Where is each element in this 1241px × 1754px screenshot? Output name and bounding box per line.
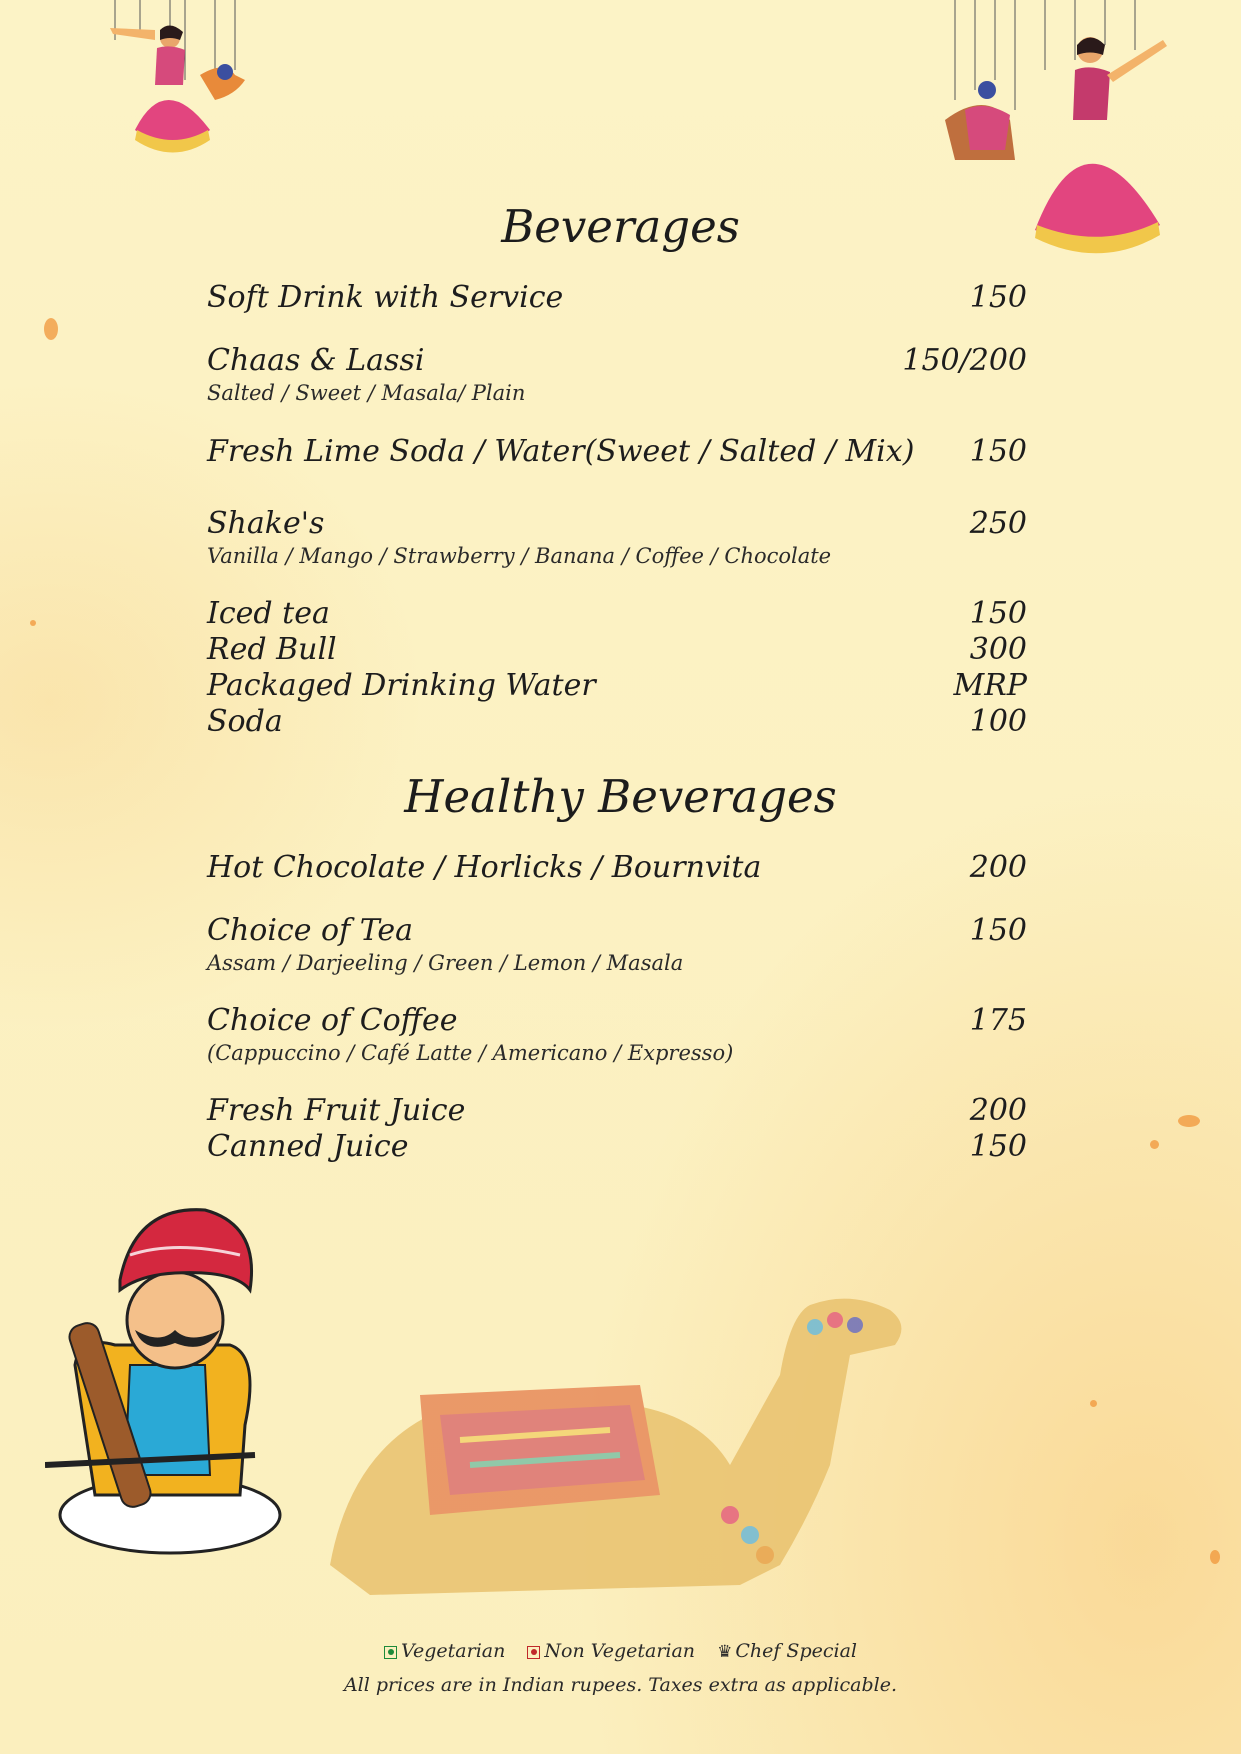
legend-veg-label: Vegetarian xyxy=(401,1640,506,1662)
section-title-healthy-beverages: Healthy Beverages xyxy=(404,770,837,823)
item-description: Vanilla / Mango / Strawberry / Banana / Coffee / Chocolate xyxy=(207,544,832,568)
item-price: 200 xyxy=(969,1093,1027,1128)
veg-icon xyxy=(384,1646,397,1659)
chef-hat-icon: ♛ xyxy=(717,1642,733,1662)
item-description: Assam / Darjeeling / Green / Lemon / Masala xyxy=(207,951,684,975)
item-name: Iced tea xyxy=(207,596,330,631)
item-name: Hot Chocolate / Horlicks / Bournvita xyxy=(207,850,762,885)
legend-nonveg xyxy=(527,1640,695,1662)
price-note: All prices are in Indian rupees. Taxes extra as applicable. xyxy=(343,1674,898,1696)
item-name: Fresh Lime Soda / Water(Sweet / Salted / Mix) xyxy=(207,434,915,469)
item-description: (Cappuccino / Café Latte / Americano / Expresso) xyxy=(207,1041,734,1065)
item-price: 150 xyxy=(969,1129,1027,1164)
item-price: 150 xyxy=(969,596,1027,631)
camel-illustration xyxy=(310,1265,930,1615)
item-description: Salted / Sweet / Masala/ Plain xyxy=(207,381,526,405)
item-name: Shake's xyxy=(207,506,325,541)
item-price: MRP xyxy=(953,668,1027,703)
spark-decoration xyxy=(1210,1550,1220,1564)
dietary-legend xyxy=(0,1640,1241,1662)
nonveg-icon xyxy=(527,1646,540,1659)
spark-decoration xyxy=(30,620,36,626)
legend-nonveg-label: Non Vegetarian xyxy=(544,1640,696,1662)
item-price: 200 xyxy=(969,850,1027,885)
spark-decoration xyxy=(1090,1400,1097,1407)
item-price: 150 xyxy=(969,434,1027,469)
item-name: Chaas & Lassi xyxy=(207,343,425,378)
spark-decoration xyxy=(1178,1115,1200,1127)
legend-chef-label: Chef Special xyxy=(735,1640,857,1662)
section-title-beverages: Beverages xyxy=(501,200,740,253)
item-name: Choice of Tea xyxy=(207,913,414,948)
item-name: Fresh Fruit Juice xyxy=(207,1093,466,1128)
item-name: Soda xyxy=(207,704,283,739)
item-name: Red Bull xyxy=(207,632,337,667)
spark-decoration xyxy=(1150,1140,1159,1149)
item-name: Soft Drink with Service xyxy=(207,280,564,315)
legend-chef xyxy=(717,1640,857,1662)
item-name: Choice of Coffee xyxy=(207,1003,458,1038)
item-price: 300 xyxy=(969,632,1027,667)
item-name: Packaged Drinking Water xyxy=(207,668,596,703)
item-price: 100 xyxy=(969,704,1027,739)
spark-decoration xyxy=(44,318,58,340)
item-price: 150 xyxy=(969,913,1027,948)
item-price: 150 xyxy=(969,280,1027,315)
item-price: 175 xyxy=(969,1003,1027,1038)
musician-illustration xyxy=(45,1195,295,1565)
item-price: 250 xyxy=(969,506,1027,541)
item-name: Canned Juice xyxy=(207,1129,409,1164)
item-price: 150/200 xyxy=(902,343,1027,378)
legend-veg xyxy=(384,1640,505,1662)
puppet-illustration-left xyxy=(95,0,275,190)
